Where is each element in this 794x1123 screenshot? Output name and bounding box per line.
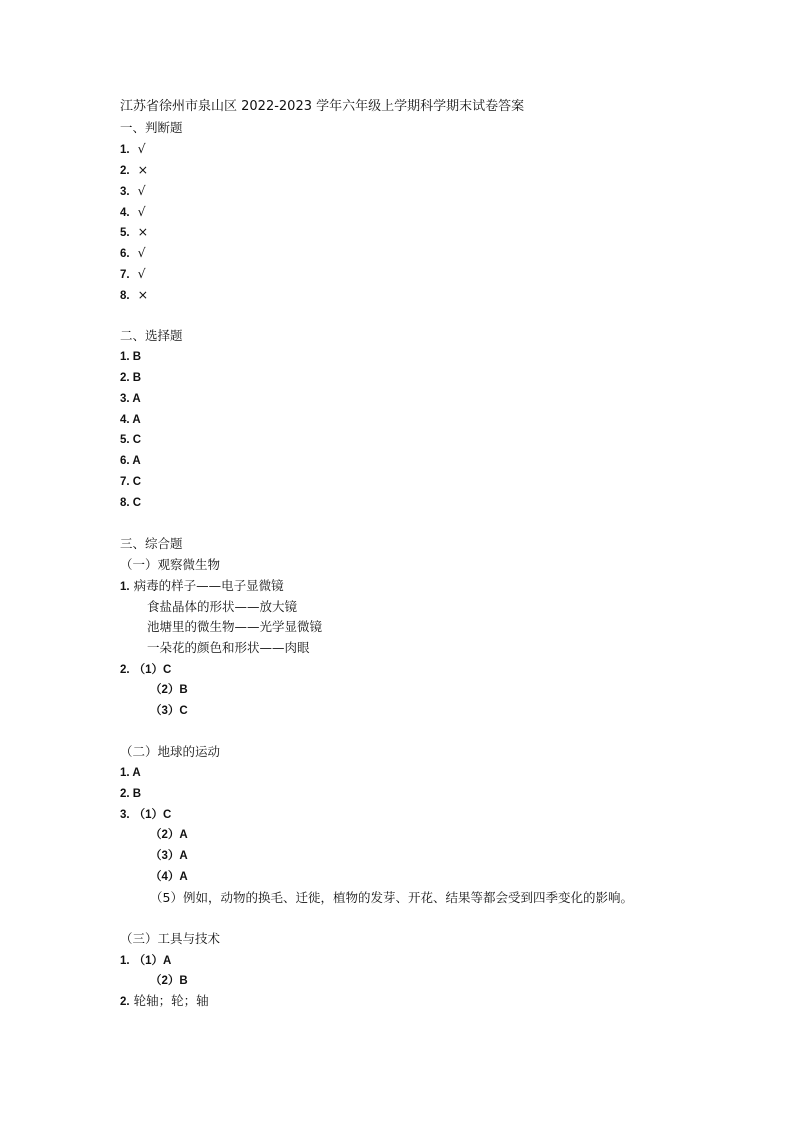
answer-line: （2）A [150, 829, 188, 841]
section-heading-choice: 二、选择题 [120, 328, 183, 343]
answer-line: 3. （1）C [120, 809, 172, 821]
choice-item: 6. A [120, 455, 141, 467]
choice-item: 7. C [120, 476, 142, 488]
answer-line: 2. 轮轴；轮；轴 [120, 993, 209, 1008]
answer-line: 一朵花的颜色和形状——肉眼 [147, 640, 310, 655]
subsection-heading-earth-motion: （二）地球的运动 [120, 744, 221, 759]
judgment-item: 4. √ [120, 204, 146, 219]
answer-line: （3）C [150, 705, 188, 717]
cross-mark: × [137, 224, 149, 239]
judgment-item: 2. × [120, 162, 149, 177]
answer-line: （2）B [150, 684, 188, 696]
choice-item: 1. B [120, 351, 142, 363]
answer-line: 1. A [120, 767, 141, 779]
check-mark: √ [137, 183, 146, 198]
document-title: 江苏省徐州市泉山区 2022-2023 学年六年级上学期科学期末试卷答案 [120, 99, 525, 114]
subsection-heading-microbes: （一）观察微生物 [120, 557, 221, 572]
check-mark: √ [137, 204, 146, 219]
answer-line: 1. （1）A [120, 955, 172, 967]
choice-item: 5. C [120, 434, 142, 446]
answer-line: 池塘里的微生物——光学显微镜 [147, 619, 323, 634]
judgment-item: 8. × [120, 287, 149, 302]
judgment-item: 7. √ [120, 266, 146, 281]
answer-line: （3）A [150, 850, 188, 862]
check-mark: √ [137, 266, 146, 281]
subsection-heading-tools: （三）工具与技术 [120, 931, 221, 946]
choice-item: 2. B [120, 372, 142, 384]
answer-line: 2. （1）C [120, 664, 172, 676]
check-mark: √ [137, 141, 146, 156]
choice-item: 4. A [120, 414, 141, 426]
judgment-item: 1. √ [120, 141, 146, 156]
section-heading-comprehensive: 三、综合题 [120, 536, 183, 551]
judgment-item: 3. √ [120, 183, 146, 198]
choice-item: 8. C [120, 497, 142, 509]
choice-item: 3. A [120, 393, 141, 405]
answer-line: （5）例如，动物的换毛、迁徙，植物的发芽、开花、结果等都会受到四季变化的影响。 [150, 890, 633, 905]
answer-line: （4）A [150, 871, 188, 883]
cross-mark: × [137, 287, 149, 302]
answer-line: 1. 病毒的样子——电子显微镜 [120, 578, 284, 593]
answer-line: 食盐晶体的形状——放大镜 [147, 599, 298, 614]
check-mark: √ [137, 245, 146, 260]
cross-mark: × [137, 162, 149, 177]
section-heading-judgment: 一、判断题 [120, 120, 183, 135]
answer-line: 2. B [120, 788, 142, 800]
answer-line: （2）B [150, 975, 188, 987]
judgment-item: 6. √ [120, 245, 146, 260]
judgment-item: 5. × [120, 224, 149, 239]
